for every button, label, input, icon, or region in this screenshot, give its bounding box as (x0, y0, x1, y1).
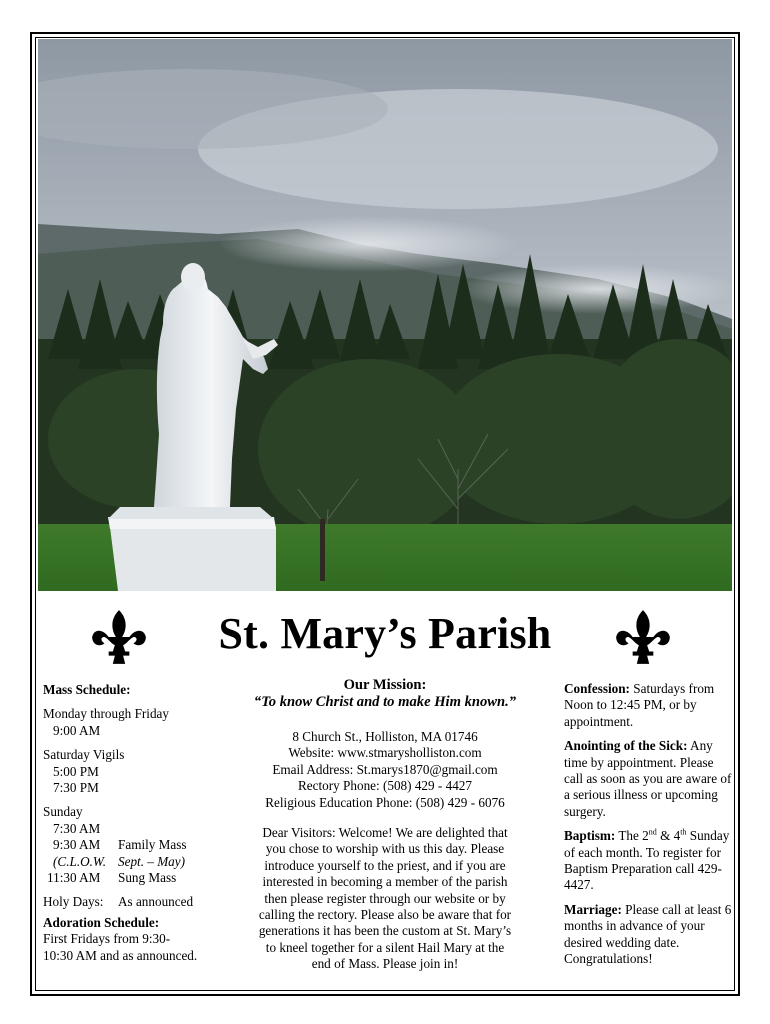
email[interactable]: Email Address: St.marys1870@gmail.com (272, 761, 498, 777)
visitors-line: Dear Visitors: Welcome! We are delighted that (262, 825, 508, 841)
marriage-label: Marriage: (564, 901, 622, 917)
mission-column (236, 677, 534, 973)
clow-label: (C.L.O.W. (53, 853, 107, 869)
baptism-label: Baptism: (564, 828, 616, 844)
sunday-time: 9:30 AM (53, 837, 101, 853)
adoration-line: First Fridays from 9:30- (43, 931, 171, 947)
visitors-line: introduce yourself to the priest, and if you are (264, 857, 506, 873)
sunday-note: Family Mass (118, 837, 187, 853)
marriage-text: Please call at least 6 months in advance of your desired wedding date. Congratulations! (564, 901, 732, 967)
holy-days-label: Holy Days: (43, 894, 104, 910)
adoration-heading: Adoration Schedule: (43, 914, 160, 930)
baptism-sup: nd (648, 827, 657, 837)
visitors-line: calling the rectory. Please also be aware that for (258, 907, 512, 923)
sacraments-column (564, 681, 732, 976)
visitors-line: interested in becoming a member of the parish (262, 874, 508, 890)
clow-row (43, 854, 238, 870)
confession-label: Confession: (564, 681, 630, 696)
mass-schedule-column (43, 682, 238, 964)
anointing-block (564, 738, 732, 820)
holy-days-row (43, 894, 238, 910)
statue-forest-image (38, 39, 732, 591)
visitors-line: to kneel together for a silent Hail Mary at the (265, 939, 505, 955)
sunday-time: 11:30 AM (47, 870, 101, 886)
saturday-time: 7:30 PM (53, 780, 99, 796)
mass-schedule-heading: Mass Schedule: (43, 682, 131, 697)
marriage-block (564, 902, 732, 968)
sunday-label: Sunday (43, 804, 83, 820)
rectory-phone: Rectory Phone: (508) 429 - 4427 (298, 778, 472, 794)
website[interactable]: Website: www.stmarysholliston.com (288, 745, 482, 761)
baptism-text: & 4 (656, 828, 681, 844)
contact-block (236, 729, 534, 811)
sunday-note: Sung Mass (118, 870, 177, 886)
saturday-time: 5:00 PM (53, 763, 99, 779)
baptism-text: Sunday of each month. To register for Baptism Preparation call 429-4427. (564, 828, 730, 893)
baptism-text: The 2 (618, 828, 649, 844)
weekday-label: Monday through Friday (43, 706, 170, 722)
confession-text: Saturdays from Noon to 12:45 PM, or by appointment. (564, 681, 715, 729)
visitors-line: end of Mass. Please join in! (311, 956, 459, 972)
mission-quote: “To know Christ and to make Him known.” (253, 694, 517, 710)
address: 8 Church St., Holliston, MA 01746 (292, 729, 478, 744)
visitors-line: you chose to worship with us this day. Please (265, 841, 505, 857)
sunday-row (43, 837, 238, 853)
visitors-line: then please register through our website or by (264, 890, 506, 906)
confession-block (564, 681, 732, 730)
title-row (38, 598, 732, 672)
hero-photo (38, 39, 732, 591)
fleur-de-lis-icon (612, 606, 674, 668)
religious-ed-phone: Religious Education Phone: (508) 429 - 6076 (265, 794, 505, 810)
clow-note: Sept. – May) (118, 853, 186, 869)
sunday-row (43, 870, 238, 886)
visitors-line: generations it has been the custom at St. Mary’s (258, 923, 512, 939)
sunday-time: 7:30 AM (53, 820, 101, 836)
baptism-block (564, 828, 732, 894)
page-title: St. Mary’s Parish (218, 609, 552, 658)
adoration-line: 10:30 AM and as announced. (43, 947, 198, 963)
baptism-sup: th (680, 827, 687, 837)
weekday-time: 9:00 AM (53, 722, 101, 738)
anointing-text: Any time by appointment. Please call as soon as you are aware of a serious illness or upcoming surgery. (564, 738, 732, 819)
anointing-label: Anointing of the Sick: (564, 738, 688, 754)
holy-days-value: As announced (118, 894, 194, 910)
saturday-label: Saturday Vigils (43, 747, 125, 763)
mission-heading: Our Mission: (343, 677, 427, 693)
visitors-message (236, 825, 534, 973)
